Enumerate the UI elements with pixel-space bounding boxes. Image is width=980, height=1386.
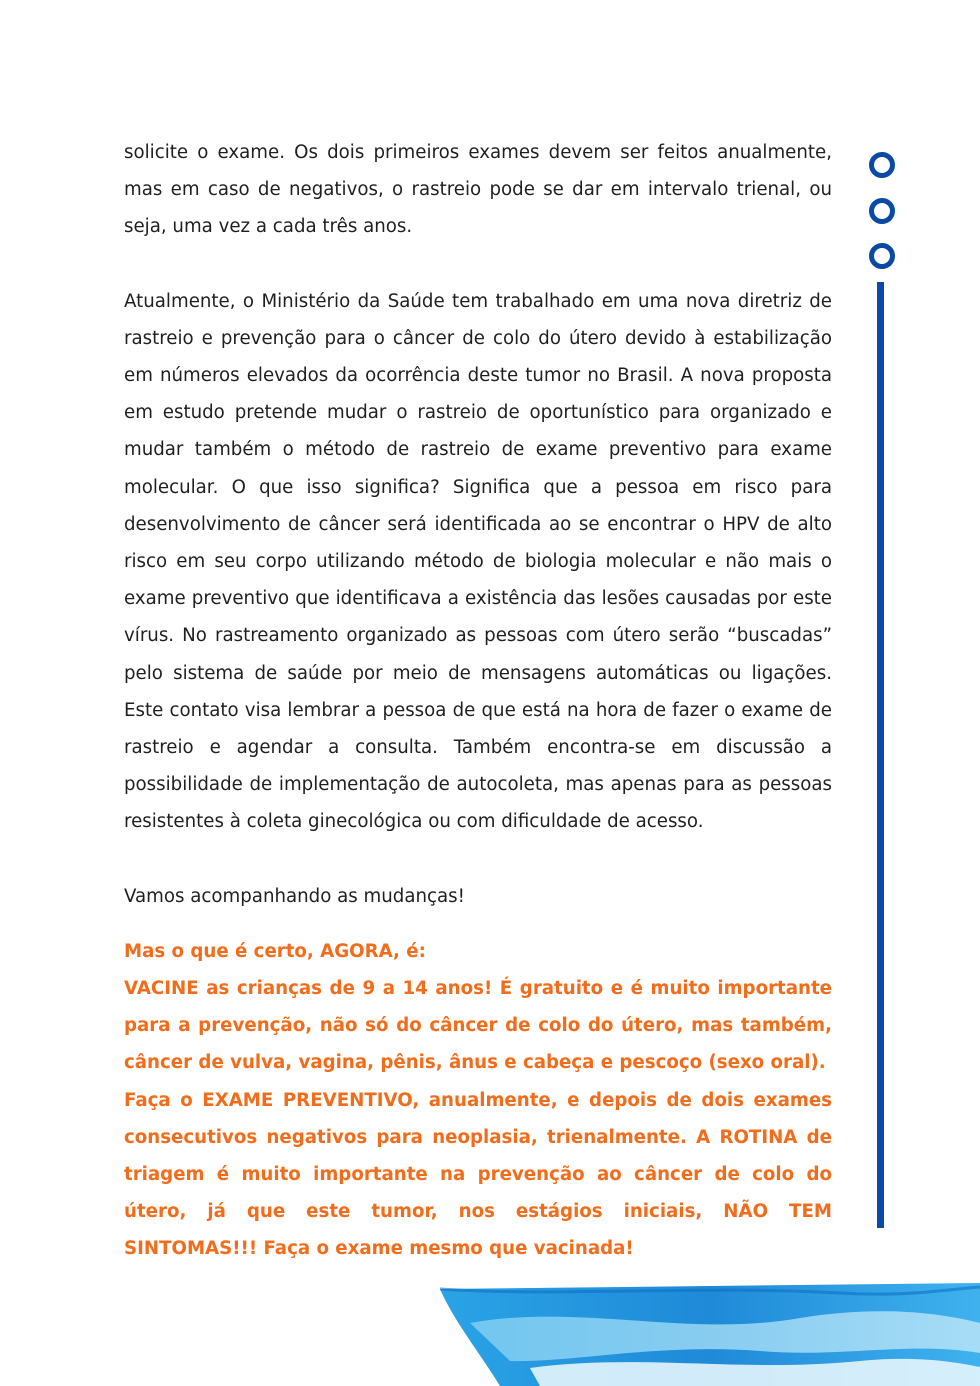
paragraph-ministry-guideline: Atualmente, o Ministério da Saúde tem trabalhado em uma nova diretriz de rastreio e prevenção para o câncer de colo do útero devido à estabilização em números elevados da ocorrência deste tumor no Brasil. A nova proposta em estudo pretende mudar o rastreio de oportunístico para organizado e mudar também o método de rastreio de exame preventivo para exame molecular. O que isso significa? Significa que a pessoa em risco para desenvolvimento de câncer será identificada ao se encontrar o HPV de alto risco em seu corpo utilizando método de biologia molecular e não mais o exame preventivo que identificava a existência das lesões causadas por este vírus. No rastreamento organizado as pessoas com útero serão “buscadas” pelo sistema de saúde por meio de mensagens automáticas ou ligações. Este contato visa lembrar a pessoa de que está na hora de fazer o exame de rastreio e agendar a consulta. Também encontra-se em discussão a possibilidade de implementação de autocoleta, mas apenas para as pessoas resistentes à coleta ginecológica ou com dificuldade de acesso. [124,290,832,833]
highlight-exam: Faça o EXAME PREVENTIVO, anualmente, e depois de dois exames consecutivos negativos para neoplasia, trienalmente. A ROTINA de triagem é muito importante na prevenção ao câncer de colo do útero, já que este tumor, nos estágios iniciais, NÃO TEM SINTOMAS!!! Faça o exame mesmo que vacinada! [124,1089,832,1260]
paragraph-follow-changes: Vamos acompanhando as mudanças! [124,885,465,907]
ring-icon [869,198,895,224]
ring-icon [869,152,895,178]
highlight-intro: Mas o que é certo, AGORA, é: [124,940,426,962]
ring-icon [869,243,895,269]
document-body [124,134,832,1268]
watercolor-wave-decoration [440,1283,980,1386]
paragraph-gap [124,915,832,933]
paragraph-exam-intervals: solicite o exame. Os dois primeiros exames devem ser feitos anualmente, mas em caso de negativos, o rastreio pode se dar em intervalo trienal, ou seja, uma vez a cada três anos. [124,142,832,238]
paragraph-gap [124,246,832,283]
paragraph-gap [124,841,832,878]
highlight-vaccine: VACINE as crianças de 9 a 14 anos! É gratuito e é muito importante para a prevenção, não só do câncer de colo do útero, mas também, câncer de vulva, vagina, pênis, ânus e cabeça e pescoço (sexo oral). [124,978,832,1074]
decorative-vertical-bar [877,282,884,1228]
highlight-block [124,933,832,1268]
